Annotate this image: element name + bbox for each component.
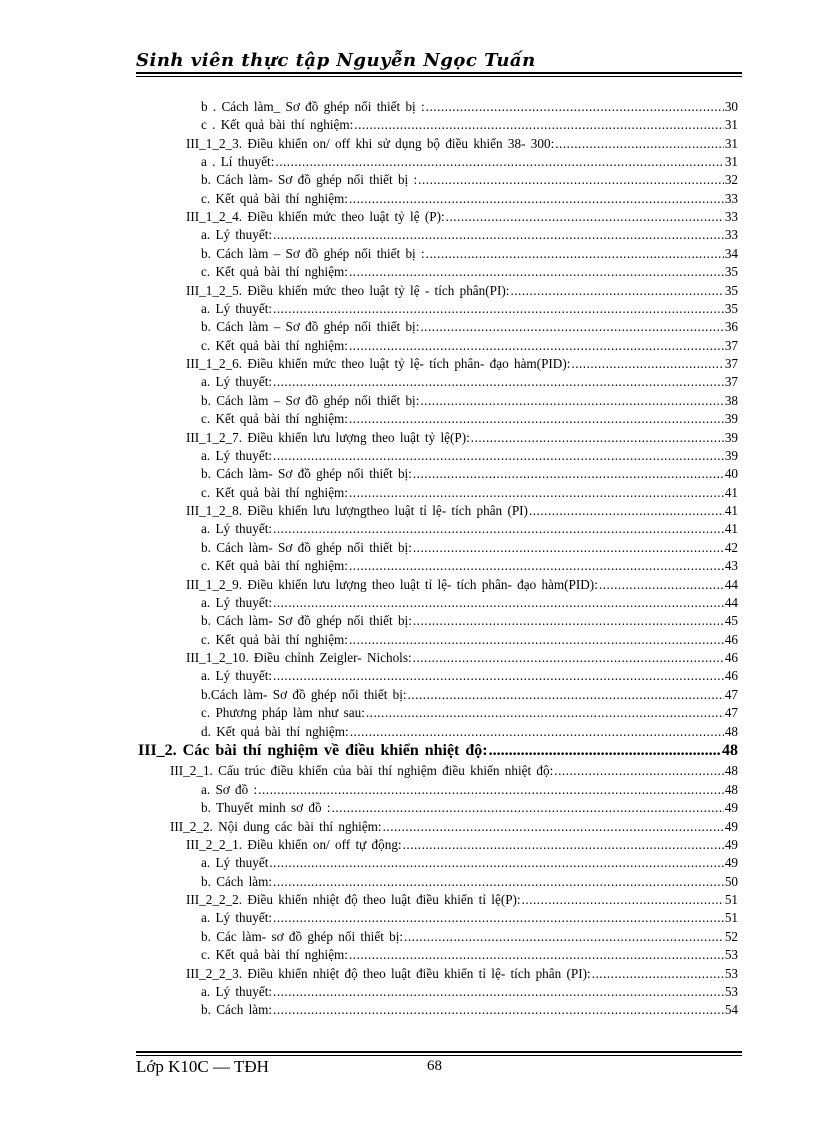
toc-entry[interactable] <box>201 447 738 465</box>
toc-entry-label: c. Kết quả bài thí nghiệm: <box>201 411 348 426</box>
toc-dot-leader <box>258 781 724 799</box>
toc-entry-label: a. Lý thuyết: <box>201 301 273 316</box>
toc-entry-page: 51 <box>724 892 738 907</box>
toc-entry[interactable] <box>186 649 738 667</box>
toc-entry-label: b. Cách làm- Sơ đồ ghép nối thiết bị: <box>201 613 412 628</box>
toc-entry[interactable] <box>201 631 738 649</box>
toc-entry-page: 46 <box>724 668 738 683</box>
toc-dot-leader <box>446 208 724 226</box>
toc-entry-label: c . Kết quả bài thí nghiệm: <box>201 117 354 132</box>
toc-entry-page: 42 <box>724 540 738 555</box>
toc-dot-leader <box>413 612 724 630</box>
toc-entry-label: III_2_2_3. Điều khiển nhiệt độ theo luật điều khiển tỉ lệ- tích phân (PI): <box>186 966 591 981</box>
toc-dot-leader <box>529 502 724 520</box>
toc-entry-page: 54 <box>724 1002 738 1017</box>
toc-entry-page: 37 <box>724 374 738 389</box>
toc-entry-page: 33 <box>724 191 738 206</box>
toc-dot-leader <box>554 762 724 780</box>
toc-dot-leader <box>413 539 724 557</box>
toc-entry-label: III_2_1. Cấu trúc điều khiển của bài thí nghiệm điều khiển nhiệt độ: <box>170 763 554 778</box>
toc-entry[interactable] <box>201 1001 738 1019</box>
toc-dot-leader <box>273 373 724 391</box>
toc-entry[interactable] <box>201 873 738 891</box>
toc-dot-leader <box>273 520 724 538</box>
toc-entry-page: 48 <box>724 763 738 778</box>
toc-entry-page: 39 <box>724 430 738 445</box>
footer-rule-thin <box>136 1055 742 1056</box>
toc-dot-leader <box>426 245 724 263</box>
toc-dot-leader <box>273 1001 724 1019</box>
toc-entry-page: 48 <box>724 782 738 797</box>
toc-entry-label: III_1_2_10. Điều chỉnh Zeigler- Nichols: <box>186 650 412 665</box>
toc-entry[interactable] <box>201 153 738 171</box>
toc-entry[interactable] <box>201 226 738 244</box>
toc-entry[interactable] <box>201 318 738 336</box>
toc-entry-page: 38 <box>724 393 738 408</box>
toc-entry[interactable] <box>201 946 738 964</box>
toc-dot-leader <box>404 928 724 946</box>
toc-entry-label: III_2_2_1. Điều khiển on/ off tự động: <box>186 837 402 852</box>
toc-entry-label: III_1_2_9. Điều khiển lưu lượng theo luật tỉ lệ- tích phân- đạo hàm(PID): <box>186 577 598 592</box>
toc-dot-leader <box>571 355 723 373</box>
toc-entry-page: 40 <box>724 466 738 481</box>
toc-entry-page: 33 <box>724 227 738 242</box>
toc-entry-label: a. Sơ đồ : <box>201 782 258 797</box>
toc-entry-label: a. Lý thuyết <box>201 855 269 870</box>
toc-entry-label: d. Kết quả bài thí nghiệm: <box>201 724 349 739</box>
toc-entry-page: 50 <box>724 874 738 889</box>
toc-entry[interactable] <box>201 704 738 722</box>
toc-entry-page: 35 <box>724 301 738 316</box>
toc-dot-leader <box>332 799 724 817</box>
toc-entry-page: 48 <box>724 724 738 739</box>
toc-entry-label: b. Cách làm- Sơ đồ ghép nối thiết bị : <box>201 172 418 187</box>
toc-entry[interactable] <box>186 965 738 983</box>
toc-entry-label: c. Kết quả bài thí nghiệm: <box>201 338 348 353</box>
toc-dot-leader <box>349 190 724 208</box>
toc-dot-leader <box>269 854 723 872</box>
toc-entry-label: c. Kết quả bài thí nghiệm: <box>201 632 348 647</box>
header-rule-thin <box>136 76 742 77</box>
toc-dot-leader <box>413 465 724 483</box>
toc-entry-label: a. Lý thuyết: <box>201 227 273 242</box>
toc-dot-leader <box>408 686 724 704</box>
toc-entry-label: III_1_2_4. Điều khiển mức theo luật tỷ lệ (P): <box>186 209 445 224</box>
toc-dot-leader <box>420 392 723 410</box>
toc-entry[interactable] <box>201 98 738 116</box>
toc-entry[interactable] <box>201 928 738 946</box>
toc-dot-leader <box>354 116 724 134</box>
toc-entry[interactable] <box>201 116 738 134</box>
toc-dot-leader <box>349 631 724 649</box>
toc-dot-leader <box>413 649 724 667</box>
toc-dot-leader <box>555 135 724 153</box>
toc-entry-label: III_1_2_8. Điều khiển lưu lượngtheo luật tỉ lệ- tích phân (PI) <box>186 503 528 518</box>
toc-dot-leader <box>599 576 724 594</box>
toc-entry-page: 49 <box>724 837 738 852</box>
toc-entry-label: b. Các làm- sơ đồ ghép nối thiết bị: <box>201 929 404 944</box>
toc-entry-label: b. Cách làm – Sơ đồ ghép nối thiết bị: <box>201 319 420 334</box>
toc-entry-page: 47 <box>724 687 738 702</box>
toc-entry[interactable] <box>201 539 738 557</box>
toc-entry-label: a. Lý thuyết: <box>201 668 273 683</box>
toc-entry-page: 39 <box>724 411 738 426</box>
toc-dot-leader <box>366 704 724 722</box>
toc-dot-leader <box>510 282 723 300</box>
toc-entry[interactable] <box>170 762 738 780</box>
toc-entry-label: III_1_2_7. Điều khiển lưu lượng theo luật tỷ lệ(P): <box>186 430 470 445</box>
toc-entry[interactable] <box>201 983 738 1001</box>
toc-entry-page: 37 <box>724 356 738 371</box>
toc-entry-label: a. Lý thuyết: <box>201 374 273 389</box>
toc-dot-leader <box>273 667 724 685</box>
toc-dot-leader <box>489 740 721 762</box>
toc-entry[interactable] <box>201 854 738 872</box>
toc-entry[interactable] <box>186 429 738 447</box>
toc-entry[interactable] <box>201 520 738 538</box>
toc-entry-page: 41 <box>724 521 738 536</box>
toc-entry[interactable] <box>201 245 738 263</box>
toc-entry-page: 47 <box>724 705 738 720</box>
toc-entry-label: a. Lý thuyết: <box>201 521 273 536</box>
toc-entry-page: 39 <box>724 448 738 463</box>
toc-dot-leader <box>273 983 724 1001</box>
toc-entry-page: 31 <box>724 117 738 132</box>
toc-entry[interactable] <box>201 392 738 410</box>
toc-entry[interactable] <box>186 502 738 520</box>
toc-dot-leader <box>349 263 724 281</box>
toc-entry-page: 37 <box>724 338 738 353</box>
toc-entry[interactable] <box>201 190 738 208</box>
toc-dot-leader <box>349 337 724 355</box>
toc-dot-leader <box>273 909 724 927</box>
toc-entry-label: b. Cách làm – Sơ đồ ghép nối thiết bị: <box>201 393 420 408</box>
toc-entry[interactable] <box>201 781 738 799</box>
toc-dot-leader <box>273 594 724 612</box>
toc-entry[interactable] <box>186 355 738 373</box>
toc-entry[interactable] <box>201 171 738 189</box>
toc-entry-label: III_2. Các bài thí nghiệm về điều khiển nhiệt độ: <box>138 742 488 759</box>
toc-section-heading[interactable] <box>138 740 738 762</box>
toc-entry-page: 33 <box>724 209 738 224</box>
toc-entry[interactable] <box>201 909 738 927</box>
toc-entry-page: 53 <box>724 966 738 981</box>
toc-entry-label: a . Lí thuyết: <box>201 154 275 169</box>
toc-entry-label: c. Kết quả bài thí nghiệm: <box>201 947 348 962</box>
toc-entry-label: a. Lý thuyết: <box>201 910 273 925</box>
toc-dot-leader <box>349 484 724 502</box>
toc-entry-page: 35 <box>724 283 738 298</box>
toc-entry-page: 51 <box>724 910 738 925</box>
toc-entry-page: 44 <box>724 595 738 610</box>
toc-dot-leader <box>418 171 724 189</box>
toc-entry[interactable] <box>170 818 738 836</box>
toc-entry[interactable] <box>201 557 738 575</box>
toc-entry-page: 53 <box>724 947 738 962</box>
toc-entry[interactable] <box>201 373 738 391</box>
toc-entry-label: b. Cách làm- Sơ đồ ghép nối thiết bị: <box>201 466 412 481</box>
toc-entry-page: 36 <box>724 319 738 334</box>
toc-entry-label: c. Kết quả bài thí nghiệm: <box>201 485 348 500</box>
page-header: Sinh viên thực tập Nguyễn Ngọc Tuấn <box>136 50 536 71</box>
toc-entry-label: b. Cách làm: <box>201 874 273 889</box>
toc-entry-label: III_2_2. Nội dung các bài thí nghiệm: <box>170 819 382 834</box>
toc-entry-page: 49 <box>724 819 738 834</box>
toc-entry-page: 46 <box>724 632 738 647</box>
toc-dot-leader <box>349 557 724 575</box>
toc-entry-page: 44 <box>724 577 738 592</box>
toc-entry-page: 49 <box>724 800 738 815</box>
toc-dot-leader <box>273 300 724 318</box>
toc-entry-label: b. Cách làm – Sơ đồ ghép nối thiết bị : <box>201 246 425 261</box>
toc-entry-page: 30 <box>724 99 738 114</box>
toc-entry[interactable] <box>201 612 738 630</box>
toc-entry-label: III_2_2_2. Điều khiển nhiệt độ theo luật điều khiển tỉ lệ(P): <box>186 892 521 907</box>
toc-dot-leader <box>273 873 724 891</box>
toc-dot-leader <box>592 965 724 983</box>
toc-entry-page: 41 <box>724 485 738 500</box>
toc-entry-page: 31 <box>724 136 738 151</box>
toc-dot-leader <box>273 226 724 244</box>
toc-entry-page: 53 <box>724 984 738 999</box>
toc-dot-leader <box>426 98 724 116</box>
toc-entry[interactable] <box>186 891 738 909</box>
toc-entry[interactable] <box>186 135 738 153</box>
toc-entry[interactable] <box>186 576 738 594</box>
toc-entry-label: b. Cách làm: <box>201 1002 273 1017</box>
toc-entry[interactable] <box>201 263 738 281</box>
toc-entry[interactable] <box>201 300 738 318</box>
toc-dot-leader <box>420 318 723 336</box>
toc-dot-leader <box>349 946 724 964</box>
toc-dot-leader <box>273 447 724 465</box>
toc-dot-leader <box>350 723 724 741</box>
toc-entry[interactable] <box>186 208 738 226</box>
toc-entry-label: III_1_2_6. Điều khiển mức theo luật tỷ lệ- tích phân- đạo hàm(PID): <box>186 356 571 371</box>
toc-entry-label: III_1_2_5. Điều khiển mức theo luật tỷ lệ - tích phân(PI): <box>186 283 510 298</box>
toc-entry[interactable] <box>201 465 738 483</box>
toc-entry-label: a. Lý thuyết: <box>201 448 273 463</box>
toc-entry-page: 43 <box>724 558 738 573</box>
toc-entry-page: 48 <box>722 742 738 759</box>
toc-entry-page: 31 <box>724 154 738 169</box>
toc-entry-label: b.Cách làm- Sơ đồ ghép nối thiết bị: <box>201 687 407 702</box>
toc-dot-leader <box>349 410 724 428</box>
toc-entry[interactable] <box>201 337 738 355</box>
toc-entry-page: 32 <box>724 172 738 187</box>
toc-entry-page: 41 <box>724 503 738 518</box>
toc-entry-label: III_1_2_3. Điều khiển on/ off khi sử dụng bộ điều khiển 38- 300: <box>186 136 555 151</box>
toc-entry-label: c. Kết quả bài thí nghiệm: <box>201 558 348 573</box>
toc-entry-label: c. Phương pháp làm như sau: <box>201 705 365 720</box>
toc-entry-label: b. Cách làm- Sơ đồ ghép nối thiết bị: <box>201 540 412 555</box>
toc-dot-leader <box>471 429 724 447</box>
toc-entry-page: 34 <box>724 246 738 261</box>
footer-page-number: 68 <box>427 1058 442 1074</box>
toc-entry-page: 52 <box>724 929 738 944</box>
toc-entry[interactable] <box>201 594 738 612</box>
toc-entry[interactable] <box>201 484 738 502</box>
toc-entry[interactable] <box>201 686 738 704</box>
toc-dot-leader <box>383 818 724 836</box>
toc-entry-page: 49 <box>724 855 738 870</box>
toc-dot-leader <box>522 891 724 909</box>
toc-entry[interactable] <box>201 723 738 741</box>
toc-entry-label: c. Kết quả bài thí nghiệm: <box>201 191 348 206</box>
toc-entry-page: 35 <box>724 264 738 279</box>
toc-entry[interactable] <box>201 667 738 685</box>
toc-entry[interactable] <box>186 282 738 300</box>
toc-entry[interactable] <box>201 799 738 817</box>
toc-entry[interactable] <box>201 410 738 428</box>
toc-entry-label: c. Kết quả bài thí nghiệm: <box>201 264 348 279</box>
toc-entry-page: 46 <box>724 650 738 665</box>
toc-dot-leader <box>275 153 723 171</box>
footer-rule-thick <box>136 1051 742 1053</box>
toc-dot-leader <box>403 836 724 854</box>
toc-entry-label: b . Cách làm_ Sơ đồ ghép nối thiết bị : <box>201 99 425 114</box>
header-rule-thick <box>136 72 742 74</box>
footer-class-label: Lớp K10C — TĐH <box>136 1057 269 1076</box>
toc-entry-label: b. Thuyết minh sơ đồ : <box>201 800 331 815</box>
toc-entry-page: 45 <box>724 613 738 628</box>
toc-entry[interactable] <box>186 836 738 854</box>
toc-entry-label: a. Lý thuyết: <box>201 984 273 999</box>
toc-entry-label: a. Lý thuyết: <box>201 595 273 610</box>
